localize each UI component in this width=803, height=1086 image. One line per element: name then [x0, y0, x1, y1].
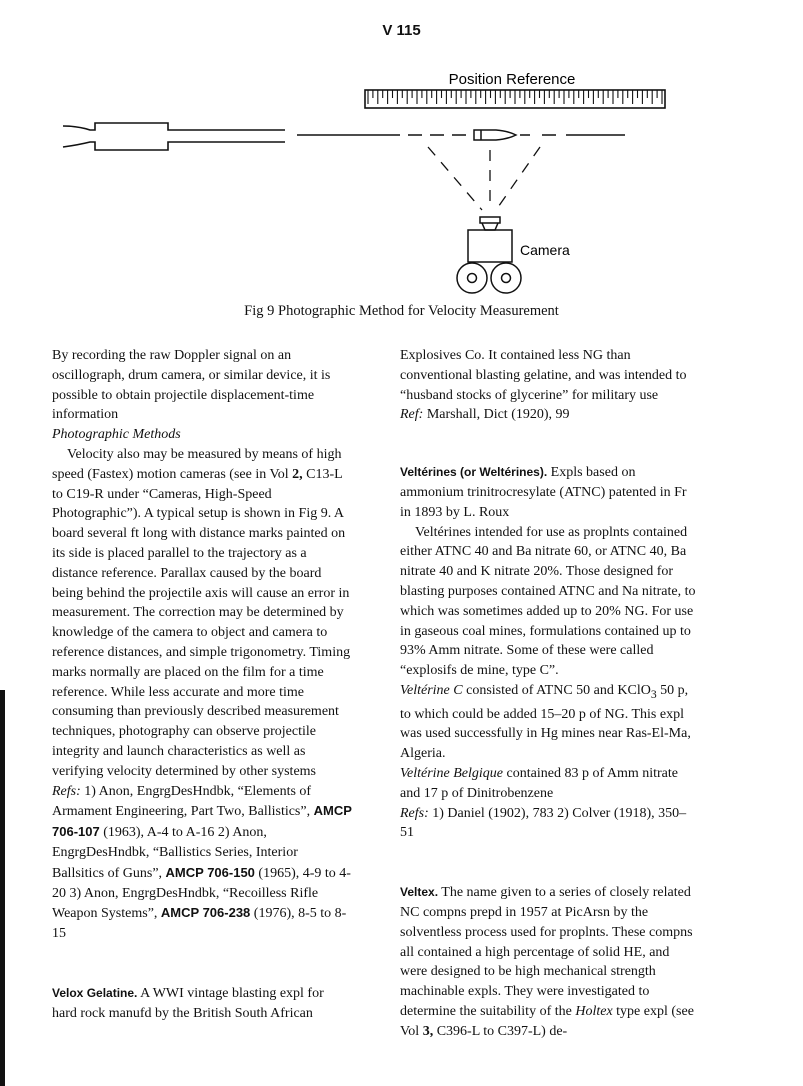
velox-continuation: Explosives Co. It contained less NG than conventional blasting gelatine, and was intended to “husband stocks of glycerine” for military use — [400, 348, 687, 403]
position-reference-label: Position Reference — [448, 71, 576, 88]
camera-label: Camera — [520, 242, 570, 258]
velterine-belgique-paragraph: Veltérine Belgique contained 83 p of Amm nitrate and 17 p of Dinitrobenzene — [400, 765, 678, 801]
left-margin-bar — [0, 690, 5, 1086]
position-reference-board — [365, 90, 665, 108]
velterines-paragraph: Veltérines intended for use as proplnts contained either ATNC 40 and Ba nitrate 60, or ATNC 40, Ba nitrate 40 and K nitrate 20%. Those designed for blasting purposes contained ATNC and Na nitrate, to which was sometimes added up to 20% NG. For use in gaseous coal mines, formulations contained up to 93% Amm nitrate. Some of these were called “explosifs de mine, type C”. — [400, 524, 696, 679]
velterines-references: Refs: 1) Daniel (1902), 783 2) Colver (1918), 350–51 — [400, 805, 687, 841]
gun-barrel — [63, 123, 285, 150]
photographic-methods-heading: Photographic Methods — [52, 427, 181, 443]
camera-view-lines — [428, 147, 540, 210]
page-header: V 115 — [382, 22, 421, 39]
veltex-entry: Veltex. The name given to a series of closely related NC compns prepd in 1957 at PicArsn by the solventless process used for proplnts. These compns all contained a high percentage of solid HE, and were designed to be high mechanical strength machinable expls. They were investigated to determine the suitability of the Holtex type expl (see Vol 3, C396-L to C397-L) de- — [400, 885, 694, 1039]
photographic-paragraph: Velocity also may be measured by means of high speed (Fastex) motion cameras (see in Vol 2, C13-L to C19-R under “Cameras, High-Speed Photographic”). A typical setup is shown in Fig 9. A board several ft long with distance marks painted on its side is placed parallel to the trajectory as a distance reference. Parallax caused by the board being behind the projectile axis will cause an error in measurement. The correction may be determined by knowledge of the camera to object and camera to reference distances, and simple trigonometry. Timing marks normally are placed on the film for a time reference. While less accurate and more time consuming than previously described measurement techniques, photography can observe projectile integrity and launch characteristics as well as verifying velocity determined by other systems — [52, 446, 351, 779]
velox-gelatine-entry: Velox Gelatine. A WWI vintage blasting expl for hard rock manufd by the British South African — [52, 985, 324, 1021]
velterines-entry: Veltérines (or Weltérines). Expls based on ammonium trinitrocresylate (ATNC) patented in Fr in 1893 by L. Roux — [400, 465, 687, 520]
projectile — [474, 130, 516, 140]
camera-icon — [457, 217, 521, 293]
velterine-c-paragraph: Veltérine C consisted of ATNC 50 and KClO$_3$ 50 p, to which could be added 15–20 p of NG. This expl was used successfully in Hg mines near Ras-El-Ma, Algeria. — [400, 682, 691, 762]
left-column — [52, 346, 352, 1024]
right-column — [400, 346, 698, 1042]
doppler-paragraph: By recording the raw Doppler signal on an oscillograph, drum camera, or similar device, it is possible to obtain projectile displacement-time information — [52, 348, 331, 423]
left-references: Refs: 1) Anon, EngrgDesHndbk, “Elements of Armament Engineering, Part Two, Ballistics”, AMCP 706-107 (1963), A-4 to A-16 2) Anon, EngrgDesHndbk, “Ballistics Series, Interior Ballsitics of Guns”, AMCP 706-150 (1965), 4-9 to 4-20 3) Anon, EngrgDesHndbk, “Recoilless Rifle Weapon Systems”, AMCP 706-238 (1976), 8-5 to 8-15 — [52, 783, 352, 942]
velox-reference: Ref: Marshall, Dict (1920), 99 — [400, 407, 570, 423]
figure-diagram — [0, 60, 803, 310]
figure-caption: Fig 9 Photographic Method for Velocity Measurement — [244, 303, 559, 319]
